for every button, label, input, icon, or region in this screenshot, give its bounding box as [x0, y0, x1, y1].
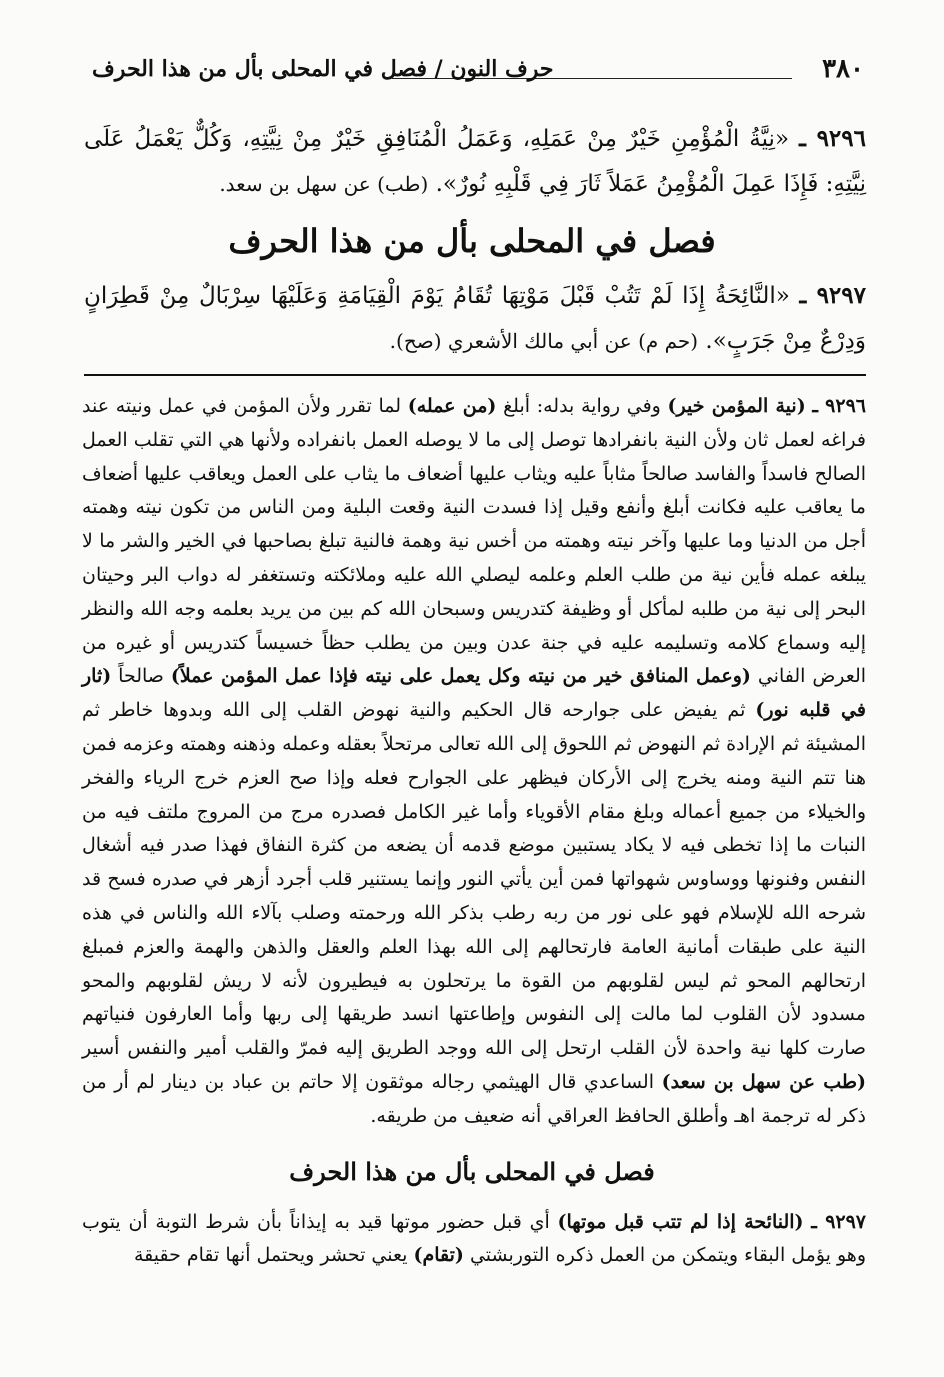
- hadith-source: (حم م) عن أبي مالك الأشعري (صح).: [389, 329, 699, 353]
- commentary-lemma: (النائحة إذا لم تتب قبل موتها): [557, 1210, 804, 1233]
- commentary-lemma: (ثار في قلبه نور): [82, 665, 866, 722]
- commentary-number: ٩٢٩٧ ـ: [811, 1210, 867, 1233]
- page-number: ٣٨٠: [822, 54, 864, 84]
- commentary-text: صالحاً: [118, 665, 164, 688]
- commentary-9297: [82, 1206, 866, 1274]
- commentary-lemma: (طب عن سهل بن سعد): [661, 1070, 866, 1093]
- hadith-source: (طب) عن سهل بن سعد.: [219, 172, 429, 196]
- commentary-lemma: (وعمل المنافق خير من نيته وكل يعمل على نيته فإذا عمل المؤمن عملاً): [170, 665, 751, 688]
- commentary-text: أي قبل حضور موتها قيد به إيذاناً بأن شرط التوبة أن يتوب وهو يؤمل البقاء ويتمكن من العمل ذكره التوربشتي: [82, 1210, 866, 1267]
- hadith-9297: [84, 273, 866, 364]
- hadith-text: «نِيَّةُ الْمُؤْمِنِ خَيْرٌ مِنْ عَمَلِهِ، وَعَمَلُ الْمُنَافِقِ خَيْرٌ مِنْ نِيَّتِهِ، وَكُلٌّ يَعْمَلُ عَلَى نِيَّتِهِ: فَإِذَا عَمِلَ الْمُؤْمِنُ عَمَلاً ثَارَ فِي قَلْبِهِ نُورٌ».: [84, 126, 866, 197]
- hadith-number: ٩٢٩٦ ـ: [799, 125, 866, 152]
- commentary-text: يعني تحشر ويحتمل أنها تقام حقيقة: [133, 1244, 408, 1267]
- commentary-9296: [82, 390, 866, 1134]
- running-header: [92, 48, 864, 88]
- sub-heading: فصل في المحلى بأل من هذا الحرف: [289, 1156, 655, 1186]
- commentary-text: وفي رواية بدله: أبلغ: [503, 395, 661, 417]
- commentary-text: ثم يفيض على جوارحه قال الحكيم والنية نهوض القلب إلى الله وبدوها خاطر ثم المشيئة ثم الإرادة ثم النهوض ثم اللحوق إلى الله تعالى مرتحلاً بعقله وعمله وذهنه وهمته وعزمه فمن هنا تتم النية ومنه يخرج إلى الأركان فيظهر على الجوارح فعله وإذا صح العزم خرج الرياء والفخر والخيلاء من جميع أعماله وبلغ مقام الأقوياء وأما غير الكامل فصدره مرج من المروج ملتف فيه من النبات ما إذا تخطى فيه لا يكاد يستبين موضع قدمه أن يضعه من كثرة النفاق فهذا صدر فيه أشغال النفس وفنونها ووساوس شهواتها فمن أين يأتي النور وإنما يستنير قلب أجرد أزهر في صدره فسح قد شرحه الله للإسلام فهو على نور من ربه رطب بذكر الله ورحمته وصلب بآلاء الله والناس في هذه النية على طبقات أمانية العامة فارتحالهم إلى الله بهذا العلم والعقل والذهن والهمة والعزم فمبلغ ارتحالهم المحو ثم ليس لقلوبهم من القوة ما يرتحلون به فيطيرون لأنه لا ريش لقلوبهم والمحو مسدود لأن القلوب لما مالت إلى النفوس وإطاعتها انسد طريقها إلى ربها وأما العارفون فنياتهم صارت كلها نية واحدة لأن القلب ارتحل إلى الله ووجد الطريق إليه فمرّ والقلب أمير والنفس أسير: [82, 699, 866, 1060]
- commentary-text: الساعدي قال الهيثمي رجاله موثقون إلا حاتم بن عباد بن دينار لم أر من ذكر له ترجمة اهـ وأطلق الحافظ العراقي أنه ضعيف من طريقه.: [82, 1070, 866, 1127]
- section-heading: فصل في المحلى بأل من هذا الحرف: [228, 222, 716, 260]
- hadith-text: «النَّائِحَةُ إِذَا لَمْ تَتُبْ قَبْلَ مَوْتِهَا تُقَامُ يَوْمَ الْقِيَامَةِ وَعَلَيْهَا سِرْبَالٌ مِنْ قَطِرَانٍ وَدِرْعٌ مِنْ جَرَبٍ».: [84, 283, 866, 354]
- commentary-lemma: (من عمله): [407, 395, 497, 417]
- commentary-lemma: (تقام): [413, 1244, 464, 1267]
- commentary-text: لما تقرر ولأن المؤمن في عمل ونيته عند فراغه لعمل ثان ولأن النية بانفرادها توصل إلى ما لا يوصله العمل بانفراده ولأنها هي التي تقلب العمل الصالح فاسداً والفاسد صالحاً مثاباً عليه ويثاب عليها أضعاف ما يثاب على العمل ويعاقب عليها أضعاف ما يعاقب عليه فكانت أبلغ وأنفع وقيل إذا فسدت النية وقعت البلية ومن الناس من تكون نيته وهمته أجل من الدنيا وما عليها وآخر نيته وهمته من أخس نية وهمة فالنية تبلغ بصاحبها في الخير والشر ما لا يبلغه عمله فأين نية من طلب العلم وعلمه ليصلي الله عليه وملائكته وتستغفر له دواب البر وحيتان البحر إلى نية من طلبه لمأكل أو وظيفة كتدريس وسبحان الله كم بين من يريد بعلمه وجه الله والنظر إليه وسماع كلامه وتسليمه عليه في جنة عدن وبين من يطلب حظاً خسيساً كتدريس أو غيره من العرض الفاني: [82, 395, 867, 688]
- header-title: حرف النون / فصل في المحلى بأل من هذا الحرف: [92, 56, 554, 82]
- commentary-lemma: (نية المؤمن خير): [667, 395, 806, 417]
- commentary-number: ٩٢٩٦ ـ: [812, 395, 866, 417]
- hadith-9296: [84, 116, 866, 207]
- hadith-number: ٩٢٩٧ ـ: [799, 282, 866, 309]
- text-commentary-divider: [84, 374, 866, 376]
